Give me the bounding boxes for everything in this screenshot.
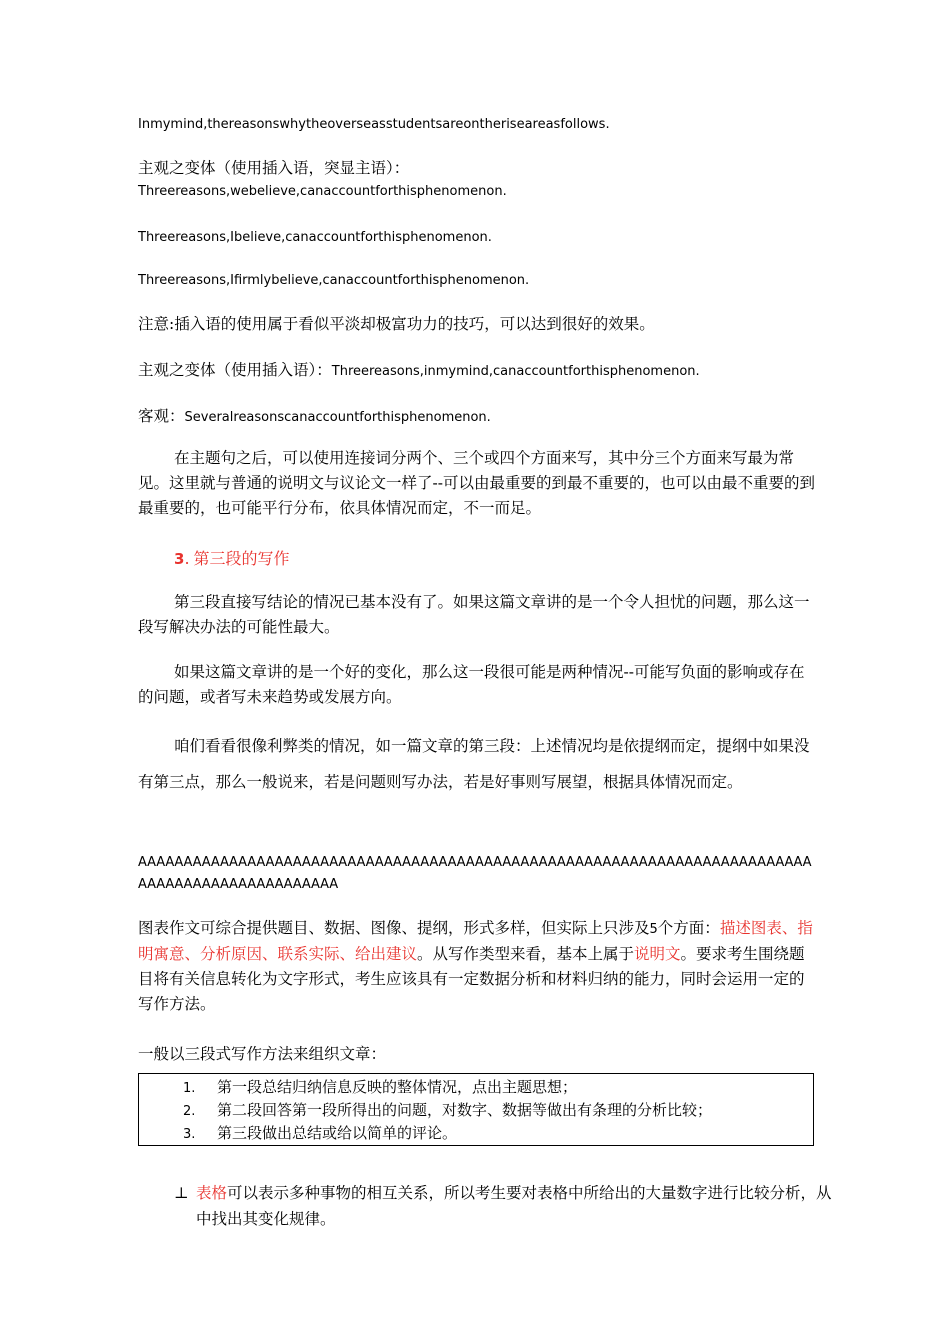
text-line-example-2: Threereasons,Ibelieve,canaccountforthisphenomenon.: [138, 230, 492, 245]
step-number: 2.: [183, 1104, 196, 1119]
paragraph-chart-essay: [138, 916, 818, 1017]
text-line-subjective-variant-2: [138, 358, 700, 380]
step-number: 1.: [183, 1081, 196, 1096]
bullet-highlight-table: 表格: [196, 1184, 228, 1202]
text-line-note: 注意:插入语的使用属于看似平淡却极富功力的技巧，可以达到很好的效果。: [138, 315, 655, 333]
step-number: 3.: [183, 1127, 196, 1142]
text-line-1: Inmymind,thereasonswhytheoverseasstudentsareontheriseareasfollows.: [138, 117, 610, 132]
section-heading-separator: .: [184, 549, 190, 568]
paragraph-body-structure: 在主题句之后，可以使用连接词分两个、三个或四个方面来写，其中分三个方面来写最为常见。这里就与普通的说明文与议论文一样了--可以由最重要的到最不重要的，也可以由最不重要的到最重要的，也可能平行分布，依具体情况而定，不一而足。: [138, 449, 815, 517]
paragraph-third-para-conclusion: 第三段直接写结论的情况已基本没有了。如果这篇文章讲的是一个令人担忧的问题，那么这一段写解决办法的可能性最大。: [138, 593, 810, 636]
paragraph-pros-cons: 咱们看看很像利弊类的情况，如一篇文章的第三段：上述情况均是依提纲而定，提纲中如果没有第三点，那么一般说来，若是问题则写办法，若是好事则写展望，根据具体情况而定。: [138, 737, 810, 791]
step-item: [139, 1122, 813, 1145]
objective-label: 客观：: [138, 407, 185, 425]
chart-para-part-4: 。要求考生围绕题目将有关信息转化为文字形式，考生应该具有一定数据分析和材料归纳的能力，同时会运用一定的写作方法。: [138, 945, 805, 1013]
three-part-steps-box: [138, 1073, 814, 1146]
chart-para-five: 5: [649, 922, 658, 937]
step-item: [139, 1076, 813, 1099]
step-item: [139, 1099, 813, 1122]
section-heading-3: [174, 546, 290, 569]
subjective-variant-label: 主观之变体（使用插入语）：: [138, 361, 332, 379]
bullet-marker-icon: ⊥: [174, 1184, 189, 1202]
paragraph-good-change: 如果这篇文章讲的是一个好的变化，那么这一段很可能是两种情况--可能写负面的影响或存在的问题，或者写未来趋势或发展方向。: [138, 663, 805, 706]
text-line-subjective-variant-heading: 主观之变体（使用插入语，突显主语）：: [138, 159, 410, 177]
bullet-text: 可以表示多种事物的相互关系，所以考生要对表格中所给出的大量数字进行比较分析，从中找出其变化规律。: [196, 1184, 832, 1228]
text-line-objective: [138, 404, 491, 426]
chart-para-part-1: 图表作文可综合提供题目、数据、图像、提纲，形式多样，但实际上只涉及: [138, 919, 650, 937]
bullet-table-item: [174, 1180, 840, 1232]
section-heading-number: 3: [174, 550, 185, 568]
chart-para-highlight-aspects: 描述图表、指明寓意、分析原因、联系实际、给出建议: [138, 919, 813, 963]
chart-para-part-3: 。从写作类型来看，基本上属于: [417, 945, 635, 963]
text-line-example-3: Threereasons,Ifirmlybelieve,canaccountforthisphenomenon.: [138, 273, 530, 288]
chart-para-highlight-genre: 说明文: [634, 945, 681, 963]
objective-example: Severalreasonscanaccountforthisphenomenon.: [184, 410, 491, 425]
text-line-example-1: Threereasons,webelieve,canaccountforthisphenomenon.: [138, 184, 507, 199]
text-line-three-part-intro: 一般以三段式写作方法来组织文章：: [138, 1045, 387, 1063]
step-text: 第二段回答第一段所得出的问题，对数字、数据等做出有条理的分析比较；: [217, 1101, 713, 1119]
chart-para-part-2: 个方面：: [657, 919, 720, 937]
step-text: 第三段做出总结或给以简单的评论。: [217, 1124, 458, 1142]
step-text: 第一段总结归纳信息反映的整体情况，点出主题思想；: [217, 1078, 578, 1096]
filler-a-line: AAAAAAAAAAAAAAAAAAAAAAAAAAAAAAAAAAAAAAAAAAAAAAAAAAAAAAAAAAAAAAAAAAAAAAAAAAAAAAAAAAAAAAAAAAAAAAAA: [138, 855, 812, 892]
subjective-variant-example: Threereasons,inmymind,canaccountforthisphenomenon.: [331, 364, 700, 379]
section-heading-title: 第三段的写作: [193, 549, 290, 568]
